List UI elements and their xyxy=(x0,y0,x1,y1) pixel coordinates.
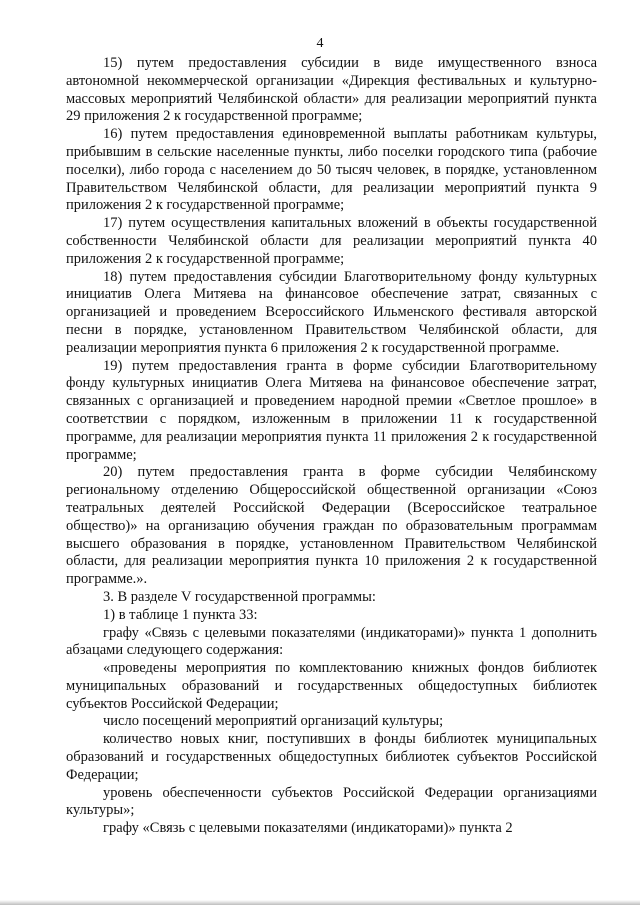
page-number: 4 xyxy=(316,36,324,51)
indicator-visits: число посещений мероприятий организаций культуры; xyxy=(103,713,444,730)
section-v-heading: 3. В разделе V государственной программы: xyxy=(103,588,376,605)
scan-bottom-edge xyxy=(0,900,640,905)
document-body xyxy=(66,55,597,838)
paragraph-item-15: 15) путем предоставления субсидии в виде имущественного взноса автономной некоммерческой организации «Дирекция фестивальных и культурно-массовых мероприятий Челябинской области» для реализации мероприятий пункта 29 приложения 2 к государственной программе; xyxy=(66,55,597,125)
column-amendment-point-1: графу «Связь с целевыми показателями (индикаторами)» пункта 1 дополнить абзацами следующего содержания: xyxy=(66,624,597,659)
paragraph-item-18: 18) путем предоставления субсидии Благотворительному фонду культурных инициатив Олега Митяева на финансовое обеспечение затрат, связанных с организацией и проведением Всероссийского Ильменского фестиваля авторской песни в порядке, установленном Правительством Челябинской области, для реализации мероприятия пункта 6 приложения 2 к государственной программе. xyxy=(66,268,597,356)
indicator-library-funds: «проведены мероприятия по комплектованию книжных фондов библиотек муниципальных образований и государственных общедоступных библиотек субъектов Российской Федерации; xyxy=(66,660,597,712)
paragraph-item-16: 16) путем предоставления единовременной выплаты работникам культуры, прибывшим в сельские населенные пункты, либо поселки городского типа (рабочие поселки), либо города с населением до 50 тысяч человек, в порядке, установленном Правительством Челябинской области, для реализации мероприятий пункта 9 приложения 2 к государственной программе; xyxy=(66,126,597,214)
indicator-new-books: количество новых книг, поступивших в фонды библиотек муниципальных образований и государственных общедоступных библиотек субъектов Российской Федерации; xyxy=(66,731,597,783)
column-amendment-point-2: графу «Связь с целевыми показателями (индикаторами)» пункта 2 xyxy=(103,820,513,837)
table-1-subitem: 1) в таблице 1 пункта 33: xyxy=(103,606,258,623)
indicator-provision-level: уровень обеспеченности субъектов Российской Федерации организациями культуры»; xyxy=(66,784,597,819)
paragraph-item-19: 19) путем предоставления гранта в форме субсидии Благотворительному фонду культурных инициатив Олега Митяева на финансовое обеспечение затрат, связанных с организацией и проведением народной премии «Светлое прошлое» в соответствии с порядком, изложенным в приложении 11 к государственной программе, для реализации мероприятия пункта 11 приложения 2 к государственной программе; xyxy=(66,357,597,463)
paragraph-item-17: 17) путем осуществления капитальных вложений в объекты государственной собственности Челябинской области для реализации мероприятий пункта 40 приложения 2 к государственной программе; xyxy=(66,215,597,267)
paragraph-item-20: 20) путем предоставления гранта в форме субсидии Челябинскому региональному отделению Общероссийской общественной организации «Союз театральных деятелей Российской Федерации (Всероссийское театральное общество)» на организацию обучения граждан по образовательным программам высшего образования в порядке, установленном Правительством Челябинской области, для реализации мероприятия пункта 10 приложения 2 к государственной программе.». xyxy=(66,464,597,588)
